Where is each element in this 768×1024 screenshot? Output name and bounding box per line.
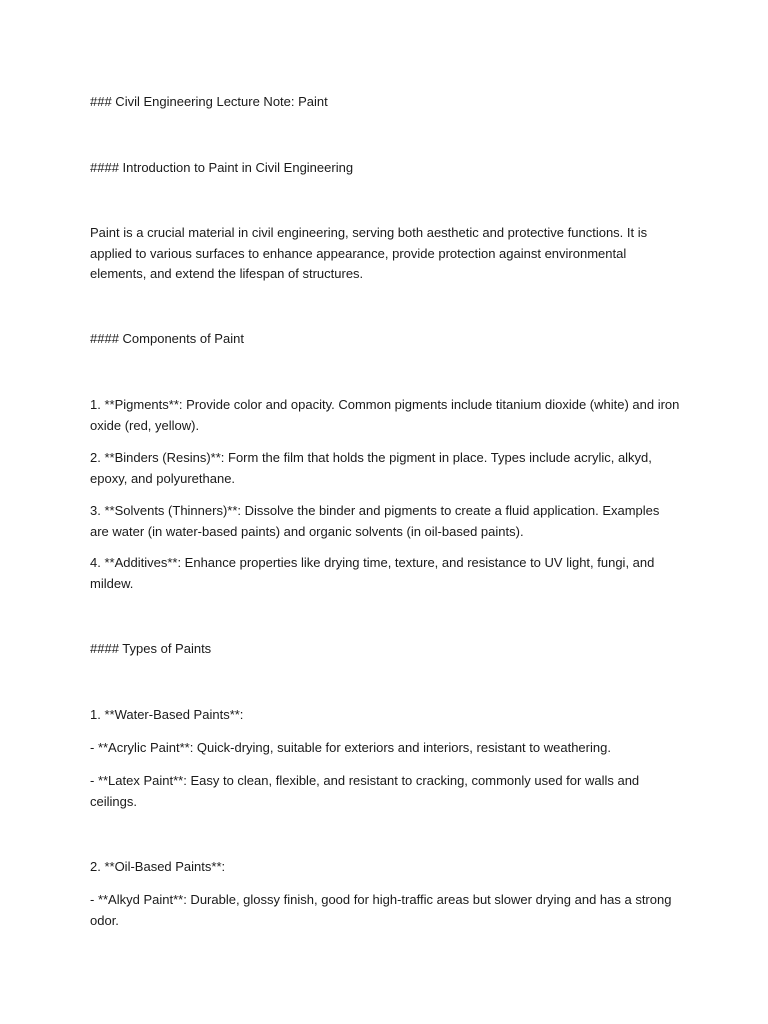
component-item-solvents: 3. **Solvents (Thinners)**: Dissolve the binder and pigments to create a fluid application. Examples are water (in water-based paints) and organic solvents (in oil-based paints). bbox=[90, 503, 660, 539]
types-heading: #### Types of Paints bbox=[90, 641, 212, 656]
water-based-item-acrylic: - **Acrylic Paint**: Quick-drying, suitable for exteriors and interiors, resistant to weathering. bbox=[90, 740, 611, 755]
component-item-additives: 4. **Additives**: Enhance properties like drying time, texture, and resistance to UV light, fungi, and mildew. bbox=[90, 555, 655, 591]
component-item-binders: 2. **Binders (Resins)**: Form the film that holds the pigment in place. Types include acrylic, alkyd, epoxy, and polyurethane. bbox=[90, 450, 652, 486]
water-based-item-latex: - **Latex Paint**: Easy to clean, flexible, and resistant to cracking, commonly used for walls and ceilings. bbox=[90, 773, 640, 809]
oil-based-item-alkyd: - **Alkyd Paint**: Durable, glossy finish, good for high-traffic areas but slower drying and has a strong odor. bbox=[90, 892, 672, 928]
oil-based-heading: 2. **Oil-Based Paints**: bbox=[90, 859, 226, 874]
water-based-heading: 1. **Water-Based Paints**: bbox=[90, 707, 244, 722]
document-title: ### Civil Engineering Lecture Note: Paint bbox=[90, 94, 328, 109]
intro-heading: #### Introduction to Paint in Civil Engineering bbox=[90, 160, 354, 175]
component-item-pigments: 1. **Pigments**: Provide color and opacity. Common pigments include titanium dioxide (white) and iron oxide (red, yellow). bbox=[90, 397, 680, 433]
components-heading: #### Components of Paint bbox=[90, 331, 244, 346]
intro-paragraph: Paint is a crucial material in civil engineering, serving both aesthetic and protective functions. It is applied to various surfaces to enhance appearance, provide protection against environmental elements, and extend the lifespan of structures. bbox=[90, 225, 648, 281]
